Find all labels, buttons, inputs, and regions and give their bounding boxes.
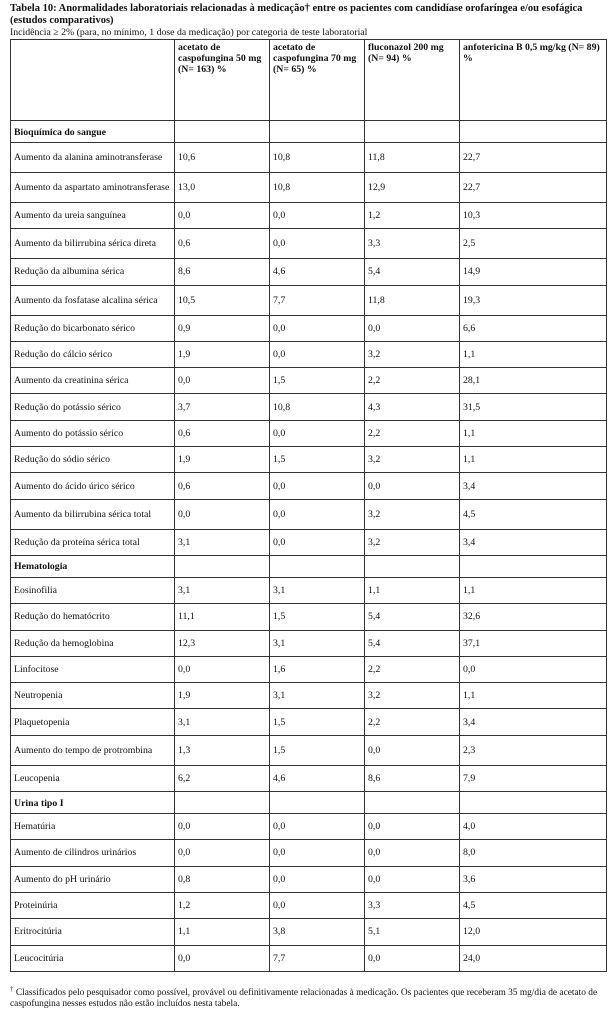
table-row	[11, 577, 607, 603]
empty-cell	[270, 792, 365, 814]
table-body	[11, 121, 607, 972]
value-cell: 10,3	[460, 203, 607, 229]
value-cell: 2,2	[365, 709, 460, 735]
value-cell: 0,0	[175, 840, 270, 866]
header-row	[11, 40, 607, 121]
empty-cell	[460, 555, 607, 577]
value-cell: 0,0	[175, 945, 270, 971]
row-label: Redução do cálcio sérico	[11, 341, 175, 367]
row-label: Aumento da ureia sanguínea	[11, 203, 175, 229]
value-cell: 0,0	[365, 473, 460, 499]
empty-cell	[460, 792, 607, 814]
value-cell: 11,8	[365, 285, 460, 315]
section-row	[11, 121, 607, 143]
value-cell: 3,2	[365, 447, 460, 473]
value-cell: 3,1	[270, 683, 365, 709]
row-label: Redução da albumina sérica	[11, 259, 175, 285]
empty-cell	[270, 555, 365, 577]
value-cell: 14,9	[460, 259, 607, 285]
value-cell: 0,0	[365, 866, 460, 892]
value-cell: 0,0	[270, 499, 365, 529]
table-row	[11, 394, 607, 420]
value-cell: 32,6	[460, 604, 607, 630]
value-cell: 4,6	[270, 765, 365, 791]
value-cell: 19,3	[460, 285, 607, 315]
value-cell: 10,8	[270, 394, 365, 420]
value-cell: 3,1	[175, 709, 270, 735]
value-cell: 10,5	[175, 285, 270, 315]
table-row	[11, 447, 607, 473]
value-cell: 8,6	[175, 259, 270, 285]
value-cell: 1,2	[175, 892, 270, 918]
value-cell: 2,2	[365, 368, 460, 394]
row-label: Aumento da aspartato aminotransferase	[11, 173, 175, 203]
table-row	[11, 735, 607, 765]
table-row	[11, 315, 607, 341]
table-row	[11, 892, 607, 918]
value-cell: 7,7	[270, 285, 365, 315]
value-cell: 2,2	[365, 656, 460, 682]
value-cell: 1,1	[175, 919, 270, 945]
value-cell: 2,2	[365, 420, 460, 446]
value-cell: 0,0	[270, 840, 365, 866]
row-label: Aumento do tempo de protrombina	[11, 735, 175, 765]
value-cell: 0,9	[175, 315, 270, 341]
value-cell: 3,8	[270, 919, 365, 945]
table-subtitle: Incidência ≥ 2% (para, no mínimo, 1 dose da medicação) por categoria de teste laboratorial	[10, 27, 368, 38]
row-label: Aumento da bilirrubina sérica total	[11, 499, 175, 529]
value-cell: 1,9	[175, 341, 270, 367]
value-cell: 3,4	[460, 473, 607, 499]
table-row	[11, 229, 607, 259]
value-cell: 12,0	[460, 919, 607, 945]
empty-cell	[460, 121, 607, 143]
row-label: Plaquetopenia	[11, 709, 175, 735]
row-label: Aumento da alanina aminotransferase	[11, 143, 175, 173]
value-cell: 1,1	[460, 420, 607, 446]
table-title: Tabela 10: Anormalidades laboratoriais relacionadas à medicação† entre os pacientes com candidíase orofaríngea e/ou esofágica (estudos comparativos)	[10, 3, 583, 26]
table-row	[11, 840, 607, 866]
empty-cell	[175, 792, 270, 814]
value-cell: 0,0	[270, 203, 365, 229]
footnote-text: Classificados pelo pesquisador como possível, provável ou definitivamente relacionadas à medicação. Os pacientes que receberam 35 mg/dia de acetato de caspofungina nesses estudos não estão incluídos nesta tabela.	[10, 987, 598, 1009]
row-label: Leucocitúria	[11, 945, 175, 971]
value-cell: 1,5	[270, 368, 365, 394]
value-cell: 3,7	[175, 394, 270, 420]
section-heading: Hematologia	[11, 555, 175, 577]
value-cell: 0,0	[460, 656, 607, 682]
value-cell: 0,0	[270, 866, 365, 892]
value-cell: 10,8	[270, 173, 365, 203]
row-label: Redução do potássio sérico	[11, 394, 175, 420]
value-cell: 0,0	[270, 315, 365, 341]
row-label: Redução da proteína sérica total	[11, 529, 175, 555]
table-row	[11, 866, 607, 892]
row-label: Aumento da fosfatase alcalina sérica	[11, 285, 175, 315]
value-cell: 22,7	[460, 143, 607, 173]
value-cell: 5,1	[365, 919, 460, 945]
value-cell: 0,0	[365, 814, 460, 840]
value-cell: 0,8	[175, 866, 270, 892]
value-cell: 4,5	[460, 892, 607, 918]
table-row	[11, 341, 607, 367]
value-cell: 1,1	[460, 447, 607, 473]
value-cell: 4,5	[460, 499, 607, 529]
section-row	[11, 792, 607, 814]
table-row	[11, 709, 607, 735]
value-cell: 3,1	[175, 529, 270, 555]
table-row	[11, 173, 607, 203]
value-cell: 4,3	[365, 394, 460, 420]
value-cell: 0,0	[270, 420, 365, 446]
value-cell: 1,1	[365, 577, 460, 603]
value-cell: 7,7	[270, 945, 365, 971]
value-cell: 10,6	[175, 143, 270, 173]
value-cell: 7,9	[460, 765, 607, 791]
value-cell: 1,6	[270, 656, 365, 682]
table-row	[11, 203, 607, 229]
value-cell: 3,1	[175, 577, 270, 603]
empty-cell	[175, 121, 270, 143]
section-heading: Bioquímica do sangue	[11, 121, 175, 143]
table-row	[11, 285, 607, 315]
value-cell: 1,5	[270, 604, 365, 630]
value-cell: 3,3	[365, 892, 460, 918]
row-label: Eosinofilia	[11, 577, 175, 603]
empty-cell	[365, 555, 460, 577]
value-cell: 0,0	[365, 315, 460, 341]
value-cell: 8,6	[365, 765, 460, 791]
section-row	[11, 555, 607, 577]
table-row	[11, 945, 607, 971]
row-label: Hematúria	[11, 814, 175, 840]
row-label: Aumento da bilirrubina sérica direta	[11, 229, 175, 259]
value-cell: 1,9	[175, 447, 270, 473]
value-cell: 0,0	[365, 945, 460, 971]
value-cell: 12,3	[175, 630, 270, 656]
value-cell: 0,0	[365, 735, 460, 765]
header-cell-caspofungina-70: acetato de caspofungina 70 mg (N= 65) %	[270, 40, 365, 121]
value-cell: 1,2	[365, 203, 460, 229]
table-row	[11, 143, 607, 173]
table-row	[11, 630, 607, 656]
value-cell: 13,0	[175, 173, 270, 203]
value-cell: 31,5	[460, 394, 607, 420]
value-cell: 0,0	[175, 368, 270, 394]
lab-abnormalities-table	[10, 39, 607, 972]
value-cell: 0,0	[175, 499, 270, 529]
footnote	[10, 984, 606, 1010]
table-row	[11, 499, 607, 529]
value-cell: 28,1	[460, 368, 607, 394]
value-cell: 6,6	[460, 315, 607, 341]
empty-cell	[175, 555, 270, 577]
value-cell: 1,5	[270, 735, 365, 765]
table-row	[11, 919, 607, 945]
empty-cell	[365, 792, 460, 814]
header-cell-fluconazol: fluconazol 200 mg (N= 94) %	[365, 40, 460, 121]
row-label: Aumento de cilindros urinários	[11, 840, 175, 866]
value-cell: 0,0	[270, 473, 365, 499]
value-cell: 24,0	[460, 945, 607, 971]
footnote-mark: †	[10, 984, 14, 993]
row-label: Redução do hematócrito	[11, 604, 175, 630]
document-page	[10, 3, 606, 1010]
value-cell: 1,3	[175, 735, 270, 765]
value-cell: 0,6	[175, 420, 270, 446]
value-cell: 0,0	[175, 656, 270, 682]
empty-cell	[365, 121, 460, 143]
row-label: Aumento da creatinina sérica	[11, 368, 175, 394]
value-cell: 4,0	[460, 814, 607, 840]
value-cell: 0,0	[270, 892, 365, 918]
row-label: Redução do bicarbonato sérico	[11, 315, 175, 341]
value-cell: 1,1	[460, 577, 607, 603]
table-row	[11, 473, 607, 499]
value-cell: 6,2	[175, 765, 270, 791]
row-label: Aumento do ácido úrico sérico	[11, 473, 175, 499]
row-label: Aumento do pH urinário	[11, 866, 175, 892]
value-cell: 22,7	[460, 173, 607, 203]
value-cell: 1,9	[175, 683, 270, 709]
value-cell: 3,2	[365, 529, 460, 555]
value-cell: 0,6	[175, 229, 270, 259]
row-label: Linfocitose	[11, 656, 175, 682]
value-cell: 1,5	[270, 709, 365, 735]
value-cell: 1,5	[270, 447, 365, 473]
value-cell: 3,2	[365, 683, 460, 709]
table-row	[11, 259, 607, 285]
value-cell: 0,6	[175, 473, 270, 499]
value-cell: 4,6	[270, 259, 365, 285]
table-row	[11, 765, 607, 791]
value-cell: 37,1	[460, 630, 607, 656]
value-cell: 0,0	[270, 341, 365, 367]
value-cell: 2,5	[460, 229, 607, 259]
table-row	[11, 683, 607, 709]
value-cell: 3,3	[365, 229, 460, 259]
value-cell: 8,0	[460, 840, 607, 866]
row-label: Eritrocitúria	[11, 919, 175, 945]
row-label: Leucopenia	[11, 765, 175, 791]
row-label: Proteinúria	[11, 892, 175, 918]
header-cell-empty	[11, 40, 175, 121]
value-cell: 3,1	[270, 577, 365, 603]
value-cell: 2,3	[460, 735, 607, 765]
table-row	[11, 604, 607, 630]
row-label: Aumento do potássio sérico	[11, 420, 175, 446]
value-cell: 0,0	[270, 529, 365, 555]
value-cell: 1,1	[460, 683, 607, 709]
table-row	[11, 368, 607, 394]
value-cell: 3,2	[365, 499, 460, 529]
value-cell: 1,1	[460, 341, 607, 367]
value-cell: 0,0	[365, 840, 460, 866]
section-heading: Urina tipo I	[11, 792, 175, 814]
value-cell: 3,2	[365, 341, 460, 367]
header-cell-caspofungina-50: acetato de caspofungina 50 mg (N= 163) %	[175, 40, 270, 121]
value-cell: 10,8	[270, 143, 365, 173]
row-label: Redução da hemoglobina	[11, 630, 175, 656]
value-cell: 0,0	[270, 229, 365, 259]
value-cell: 11,8	[365, 143, 460, 173]
value-cell: 5,4	[365, 259, 460, 285]
value-cell: 3,4	[460, 529, 607, 555]
value-cell: 3,1	[270, 630, 365, 656]
value-cell: 0,0	[175, 203, 270, 229]
value-cell: 12,9	[365, 173, 460, 203]
value-cell: 5,4	[365, 630, 460, 656]
table-row	[11, 656, 607, 682]
table-row	[11, 420, 607, 446]
value-cell: 0,0	[175, 814, 270, 840]
value-cell: 11,1	[175, 604, 270, 630]
header-cell-anfotericina: anfotericina B 0,5 mg/kg (N= 89) %	[460, 40, 607, 121]
row-label: Neutropenia	[11, 683, 175, 709]
value-cell: 3,6	[460, 866, 607, 892]
empty-cell	[270, 121, 365, 143]
value-cell: 3,4	[460, 709, 607, 735]
row-label: Redução do sódio sérico	[11, 447, 175, 473]
table-row	[11, 529, 607, 555]
value-cell: 5,4	[365, 604, 460, 630]
value-cell: 0,0	[270, 814, 365, 840]
table-row	[11, 814, 607, 840]
